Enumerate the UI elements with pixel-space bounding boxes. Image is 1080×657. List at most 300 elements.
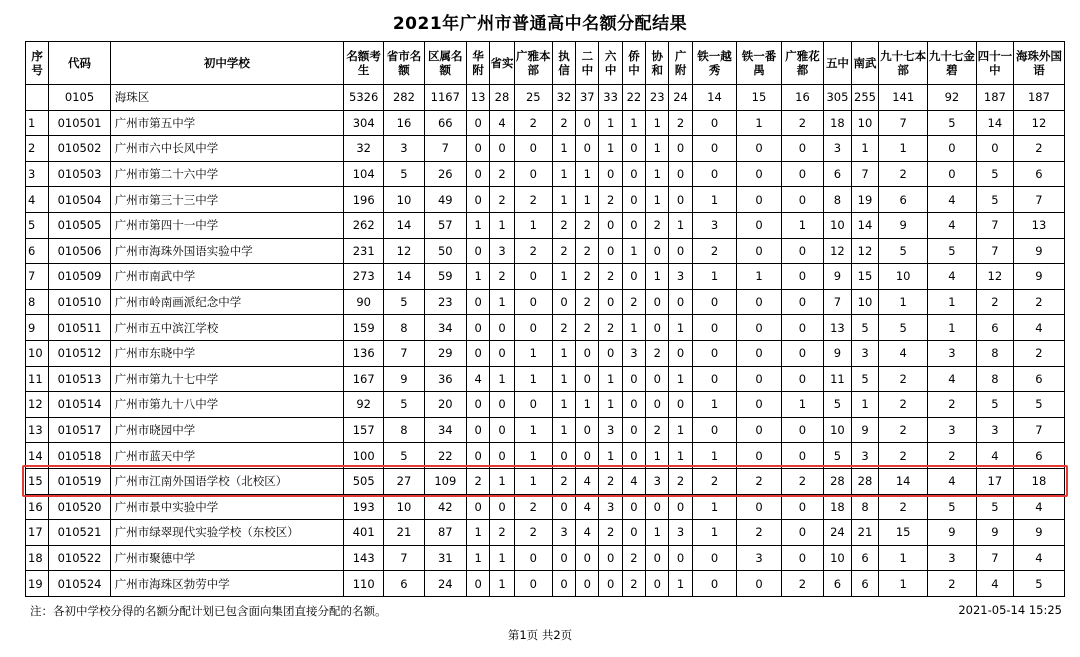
quota-cell: 4: [490, 110, 514, 136]
quota-cell: 87: [424, 520, 466, 546]
quota-cell: 2: [576, 264, 599, 290]
timestamp: 2021-05-14 15:25: [958, 603, 1062, 617]
quota-cell: 0: [467, 110, 490, 136]
quota-cell: 36: [424, 366, 466, 392]
quota-cell: 17: [976, 468, 1013, 494]
quota-cell: 22: [424, 443, 466, 469]
quota-cell: 2: [622, 571, 645, 597]
quota-cell: 1: [692, 494, 737, 520]
quota-cell: 5326: [344, 85, 384, 111]
school-cell: 广州市第五中学: [110, 110, 343, 136]
quota-cell: 6: [851, 571, 879, 597]
quota-cell: 2: [622, 289, 645, 315]
quota-cell: 4: [467, 366, 490, 392]
quota-cell: 2: [669, 468, 692, 494]
quota-cell: 13: [467, 85, 490, 111]
quota-cell: 1: [490, 289, 514, 315]
quota-cell: 2: [599, 264, 622, 290]
quota-cell: 1: [781, 212, 823, 238]
quota-cell: 2: [514, 110, 552, 136]
column-header: 海珠外国语: [1013, 42, 1064, 85]
quota-cell: 1: [646, 443, 669, 469]
seq-cell: 11: [26, 366, 49, 392]
quota-cell: 10: [851, 289, 879, 315]
quota-cell: 3: [928, 417, 977, 443]
table-row: [26, 187, 1065, 213]
quota-cell: 0: [646, 238, 669, 264]
quota-cell: 0: [622, 392, 645, 418]
quota-cell: 0: [490, 494, 514, 520]
quota-cell: 1: [576, 187, 599, 213]
quota-cell: 0: [467, 289, 490, 315]
quota-cell: 0: [599, 340, 622, 366]
footnote: 注：各初中学校分得的名额分配计划已包含面向集团直接分配的名额。: [30, 604, 387, 618]
column-header: 侨中: [622, 42, 645, 85]
quota-cell: 1: [692, 520, 737, 546]
quota-cell: 5: [1013, 392, 1064, 418]
quota-cell: 92: [344, 392, 384, 418]
quota-cell: 2: [490, 520, 514, 546]
quota-cell: 18: [824, 494, 852, 520]
quota-cell: 1: [646, 110, 669, 136]
quota-cell: 5: [928, 494, 977, 520]
quota-cell: 196: [344, 187, 384, 213]
quota-cell: 1: [781, 392, 823, 418]
quota-cell: 0: [692, 366, 737, 392]
code-cell: 010517: [49, 417, 110, 443]
quota-cell: 143: [344, 545, 384, 571]
quota-cell: 1: [646, 161, 669, 187]
quota-cell: 136: [344, 340, 384, 366]
quota-cell: 66: [424, 110, 466, 136]
quota-cell: 5: [976, 494, 1013, 520]
quota-cell: 0: [737, 136, 782, 162]
quota-cell: 0: [646, 571, 669, 597]
page-indicator: 第1页 共2页: [507, 628, 573, 642]
quota-cell: 0: [552, 494, 575, 520]
table-row: [26, 494, 1065, 520]
quota-cell: 0: [669, 289, 692, 315]
quota-cell: 1: [737, 264, 782, 290]
quota-cell: 2: [599, 468, 622, 494]
seq-cell: 16: [26, 494, 49, 520]
quota-cell: 0: [737, 315, 782, 341]
quota-cell: 1: [646, 187, 669, 213]
quota-cell: 0: [622, 136, 645, 162]
quota-cell: 0: [576, 340, 599, 366]
table-row: [26, 340, 1065, 366]
quota-cell: 2: [552, 468, 575, 494]
quota-cell: 0: [928, 161, 977, 187]
quota-cell: 1: [490, 366, 514, 392]
quota-cell: 0: [622, 520, 645, 546]
quota-cell: 9: [1013, 238, 1064, 264]
quota-cell: 49: [424, 187, 466, 213]
quota-cell: 4: [576, 468, 599, 494]
code-cell: 010512: [49, 340, 110, 366]
school-cell: 广州市蓝天中学: [110, 443, 343, 469]
seq-cell: 15: [26, 468, 49, 494]
quota-cell: 2: [928, 392, 977, 418]
quota-cell: 1: [514, 443, 552, 469]
quota-cell: 1: [622, 238, 645, 264]
quota-cell: 2: [646, 417, 669, 443]
school-cell: 广州市六中长风中学: [110, 136, 343, 162]
quota-cell: 4: [879, 340, 928, 366]
quota-cell: 12: [384, 238, 424, 264]
quota-cell: 0: [490, 315, 514, 341]
quota-cell: 1: [646, 264, 669, 290]
table-body: [26, 85, 1065, 597]
quota-cell: 6: [824, 571, 852, 597]
quota-cell: 0: [781, 136, 823, 162]
quota-cell: 16: [384, 110, 424, 136]
quota-cell: 2: [576, 238, 599, 264]
quota-cell: 4: [928, 366, 977, 392]
quota-cell: 0: [467, 494, 490, 520]
quota-cell: 1: [669, 571, 692, 597]
quota-cell: 0: [599, 161, 622, 187]
column-header: 铁一番禺: [737, 42, 782, 85]
quota-cell: 1: [622, 315, 645, 341]
quota-cell: 22: [622, 85, 645, 111]
quota-cell: 0: [646, 545, 669, 571]
quota-cell: 0: [781, 161, 823, 187]
quota-cell: 0: [781, 545, 823, 571]
quota-cell: 3: [976, 417, 1013, 443]
quota-cell: 9: [1013, 520, 1064, 546]
quota-cell: 0: [622, 161, 645, 187]
quota-cell: 1: [467, 264, 490, 290]
quota-cell: 0: [737, 366, 782, 392]
quota-cell: 4: [928, 187, 977, 213]
table-row: [26, 366, 1065, 392]
quota-cell: 6: [976, 315, 1013, 341]
quota-cell: 59: [424, 264, 466, 290]
quota-cell: 0: [514, 264, 552, 290]
quota-cell: 2: [879, 443, 928, 469]
quota-cell: 0: [514, 392, 552, 418]
quota-cell: 2: [599, 187, 622, 213]
quota-cell: 2: [599, 315, 622, 341]
quota-cell: 2: [879, 366, 928, 392]
quota-cell: 3: [384, 136, 424, 162]
table-header: [26, 42, 1065, 85]
quota-cell: 0: [467, 187, 490, 213]
quota-cell: 0: [622, 417, 645, 443]
quota-cell: 1: [928, 315, 977, 341]
quota-cell: 193: [344, 494, 384, 520]
seq-cell: 2: [26, 136, 49, 162]
quota-cell: 0: [514, 315, 552, 341]
quota-cell: 6: [824, 161, 852, 187]
seq-cell: 9: [26, 315, 49, 341]
quota-cell: 5: [384, 443, 424, 469]
code-cell: 010503: [49, 161, 110, 187]
quota-cell: 9: [851, 417, 879, 443]
quota-cell: 1: [576, 392, 599, 418]
quota-cell: 0: [646, 494, 669, 520]
quota-cell: 10: [824, 417, 852, 443]
quota-cell: 10: [851, 110, 879, 136]
quota-cell: 0: [552, 545, 575, 571]
quota-cell: 1: [552, 366, 575, 392]
quota-cell: 2: [576, 289, 599, 315]
table-row: [26, 212, 1065, 238]
quota-cell: 8: [851, 494, 879, 520]
quota-cell: 1: [599, 392, 622, 418]
quota-cell: 11: [824, 366, 852, 392]
quota-cell: 2: [622, 545, 645, 571]
quota-cell: 14: [879, 468, 928, 494]
quota-cell: 0: [514, 136, 552, 162]
school-cell: 广州市五中滨江学校: [110, 315, 343, 341]
quota-cell: 1: [552, 161, 575, 187]
quota-cell: 2: [737, 468, 782, 494]
table-row: [26, 110, 1065, 136]
quota-cell: 1: [692, 443, 737, 469]
seq-cell: 7: [26, 264, 49, 290]
quota-cell: 7: [976, 545, 1013, 571]
quota-cell: 1: [646, 136, 669, 162]
code-cell: 010505: [49, 212, 110, 238]
quota-cell: 6: [384, 571, 424, 597]
quota-cell: 6: [1013, 443, 1064, 469]
quota-cell: 401: [344, 520, 384, 546]
quota-cell: 0: [781, 417, 823, 443]
school-cell: 广州市晓园中学: [110, 417, 343, 443]
quota-cell: 42: [424, 494, 466, 520]
quota-cell: 157: [344, 417, 384, 443]
quota-cell: 7: [824, 289, 852, 315]
seq-cell: 1: [26, 110, 49, 136]
column-header: 九十七本部: [879, 42, 928, 85]
quota-cell: 7: [384, 545, 424, 571]
quota-cell: 0: [467, 417, 490, 443]
quota-cell: 6: [1013, 366, 1064, 392]
column-header: 名额考生: [344, 42, 384, 85]
quota-cell: 8: [384, 417, 424, 443]
quota-cell: 9: [824, 340, 852, 366]
quota-cell: 0: [737, 571, 782, 597]
quota-cell: 0: [646, 392, 669, 418]
quota-cell: 0: [576, 110, 599, 136]
page-title: 2021年广州市普通高中名额分配结果: [392, 14, 688, 34]
quota-cell: 187: [976, 85, 1013, 111]
quota-cell: 4: [976, 443, 1013, 469]
quota-cell: 0: [737, 417, 782, 443]
quota-cell: 5: [384, 161, 424, 187]
quota-cell: 25: [514, 85, 552, 111]
quota-cell: 6: [879, 187, 928, 213]
quota-cell: 9: [976, 520, 1013, 546]
quota-cell: 0: [781, 520, 823, 546]
code-cell: 010514: [49, 392, 110, 418]
quota-cell: 18: [824, 110, 852, 136]
quota-cell: 2: [669, 110, 692, 136]
column-header: 区属名额: [424, 42, 466, 85]
quota-cell: 5: [976, 392, 1013, 418]
quota-cell: 2: [781, 571, 823, 597]
quota-cell: 255: [851, 85, 879, 111]
quota-cell: 1: [669, 315, 692, 341]
seq-cell: 14: [26, 443, 49, 469]
quota-cell: 1: [669, 417, 692, 443]
quota-cell: 0: [669, 187, 692, 213]
code-cell: 0105: [49, 85, 110, 111]
quota-cell: 8: [976, 366, 1013, 392]
quota-cell: 21: [384, 520, 424, 546]
school-cell: 广州市东晓中学: [110, 340, 343, 366]
quota-cell: 3: [851, 443, 879, 469]
quota-cell: 24: [424, 571, 466, 597]
quota-cell: 4: [622, 468, 645, 494]
quota-cell: 19: [851, 187, 879, 213]
code-cell: 010511: [49, 315, 110, 341]
quota-cell: 14: [692, 85, 737, 111]
quota-cell: 1: [576, 161, 599, 187]
code-cell: 010520: [49, 494, 110, 520]
quota-cell: 3: [824, 136, 852, 162]
quota-cell: 1: [879, 136, 928, 162]
quota-cell: 0: [622, 264, 645, 290]
quota-cell: 9: [928, 520, 977, 546]
quota-cell: 10: [824, 212, 852, 238]
seq-cell: 5: [26, 212, 49, 238]
quota-cell: 0: [669, 545, 692, 571]
quota-cell: 5: [384, 289, 424, 315]
quota-cell: 5: [879, 315, 928, 341]
quota-cell: 10: [824, 545, 852, 571]
code-cell: 010502: [49, 136, 110, 162]
quota-cell: 2: [879, 392, 928, 418]
table-row: [26, 315, 1065, 341]
quota-cell: 7: [1013, 417, 1064, 443]
column-header: 代码: [49, 42, 110, 85]
quota-cell: 12: [824, 238, 852, 264]
quota-cell: 2: [467, 468, 490, 494]
quota-cell: 7: [384, 340, 424, 366]
school-cell: 广州市第九十七中学: [110, 366, 343, 392]
quota-cell: 0: [737, 392, 782, 418]
quota-cell: 4: [1013, 494, 1064, 520]
column-header: 华附: [467, 42, 490, 85]
quota-cell: 282: [384, 85, 424, 111]
quota-cell: 4: [928, 212, 977, 238]
quota-cell: 0: [576, 545, 599, 571]
quota-cell: 0: [781, 315, 823, 341]
code-cell: 010509: [49, 264, 110, 290]
quota-cell: 0: [467, 238, 490, 264]
quota-cell: 0: [576, 443, 599, 469]
table-row: [26, 264, 1065, 290]
quota-cell: 0: [737, 340, 782, 366]
quota-cell: 0: [781, 289, 823, 315]
quota-cell: 7: [851, 161, 879, 187]
quota-cell: 109: [424, 468, 466, 494]
quota-cell: 8: [824, 187, 852, 213]
quota-cell: 3: [646, 468, 669, 494]
quota-cell: 14: [851, 212, 879, 238]
quota-cell: 3: [851, 340, 879, 366]
school-cell: 广州市岭南画派纪念中学: [110, 289, 343, 315]
quota-cell: 12: [976, 264, 1013, 290]
column-header: 四十一中: [976, 42, 1013, 85]
quota-cell: 24: [669, 85, 692, 111]
code-cell: 010519: [49, 468, 110, 494]
quota-cell: 10: [384, 494, 424, 520]
quota-cell: 0: [599, 238, 622, 264]
seq-cell: 10: [26, 340, 49, 366]
quota-cell: 6: [851, 545, 879, 571]
quota-cell: 1: [669, 212, 692, 238]
quota-cell: 159: [344, 315, 384, 341]
quota-cell: 0: [467, 443, 490, 469]
code-cell: 010506: [49, 238, 110, 264]
quota-cell: 2: [514, 238, 552, 264]
school-cell: 广州市南武中学: [110, 264, 343, 290]
quota-cell: 2: [552, 212, 575, 238]
quota-cell: 0: [622, 443, 645, 469]
table-row: [26, 289, 1065, 315]
table-row: [26, 545, 1065, 571]
quota-cell: 0: [599, 571, 622, 597]
seq-cell: 6: [26, 238, 49, 264]
code-cell: 010524: [49, 571, 110, 597]
quota-cell: 3: [622, 340, 645, 366]
quota-cell: 1: [467, 212, 490, 238]
school-cell: 广州市第三十三中学: [110, 187, 343, 213]
quota-cell: 0: [576, 417, 599, 443]
quota-cell: 37: [576, 85, 599, 111]
quota-cell: 1: [514, 340, 552, 366]
quota-cell: 0: [490, 417, 514, 443]
quota-cell: 2: [646, 340, 669, 366]
seq-cell: 19: [26, 571, 49, 597]
quota-cell: 0: [646, 315, 669, 341]
quota-cell: 92: [928, 85, 977, 111]
quota-cell: 0: [646, 289, 669, 315]
quota-cell: 5: [824, 392, 852, 418]
quota-cell: 1: [552, 187, 575, 213]
quota-cell: 32: [552, 85, 575, 111]
quota-cell: 1: [514, 212, 552, 238]
quota-cell: 1: [622, 110, 645, 136]
quota-cell: 1: [552, 136, 575, 162]
quota-cell: 0: [781, 443, 823, 469]
quota-cell: 1: [879, 571, 928, 597]
quota-cell: 167: [344, 366, 384, 392]
quota-cell: 5: [851, 315, 879, 341]
quota-cell: 4: [576, 520, 599, 546]
quota-cell: 2: [928, 443, 977, 469]
column-header: 广雅本部: [514, 42, 552, 85]
quota-cell: 33: [599, 85, 622, 111]
quota-cell: 23: [424, 289, 466, 315]
quota-cell: 2: [576, 212, 599, 238]
quota-cell: 2: [490, 187, 514, 213]
column-header: 执信: [552, 42, 575, 85]
quota-cell: 57: [424, 212, 466, 238]
quota-cell: 1: [669, 443, 692, 469]
quota-cell: 18: [1013, 468, 1064, 494]
table-row: [26, 136, 1065, 162]
quota-cell: 2: [737, 520, 782, 546]
seq-cell: 13: [26, 417, 49, 443]
quota-cell: 0: [552, 571, 575, 597]
quota-cell: 28: [490, 85, 514, 111]
quota-cell: 14: [384, 264, 424, 290]
